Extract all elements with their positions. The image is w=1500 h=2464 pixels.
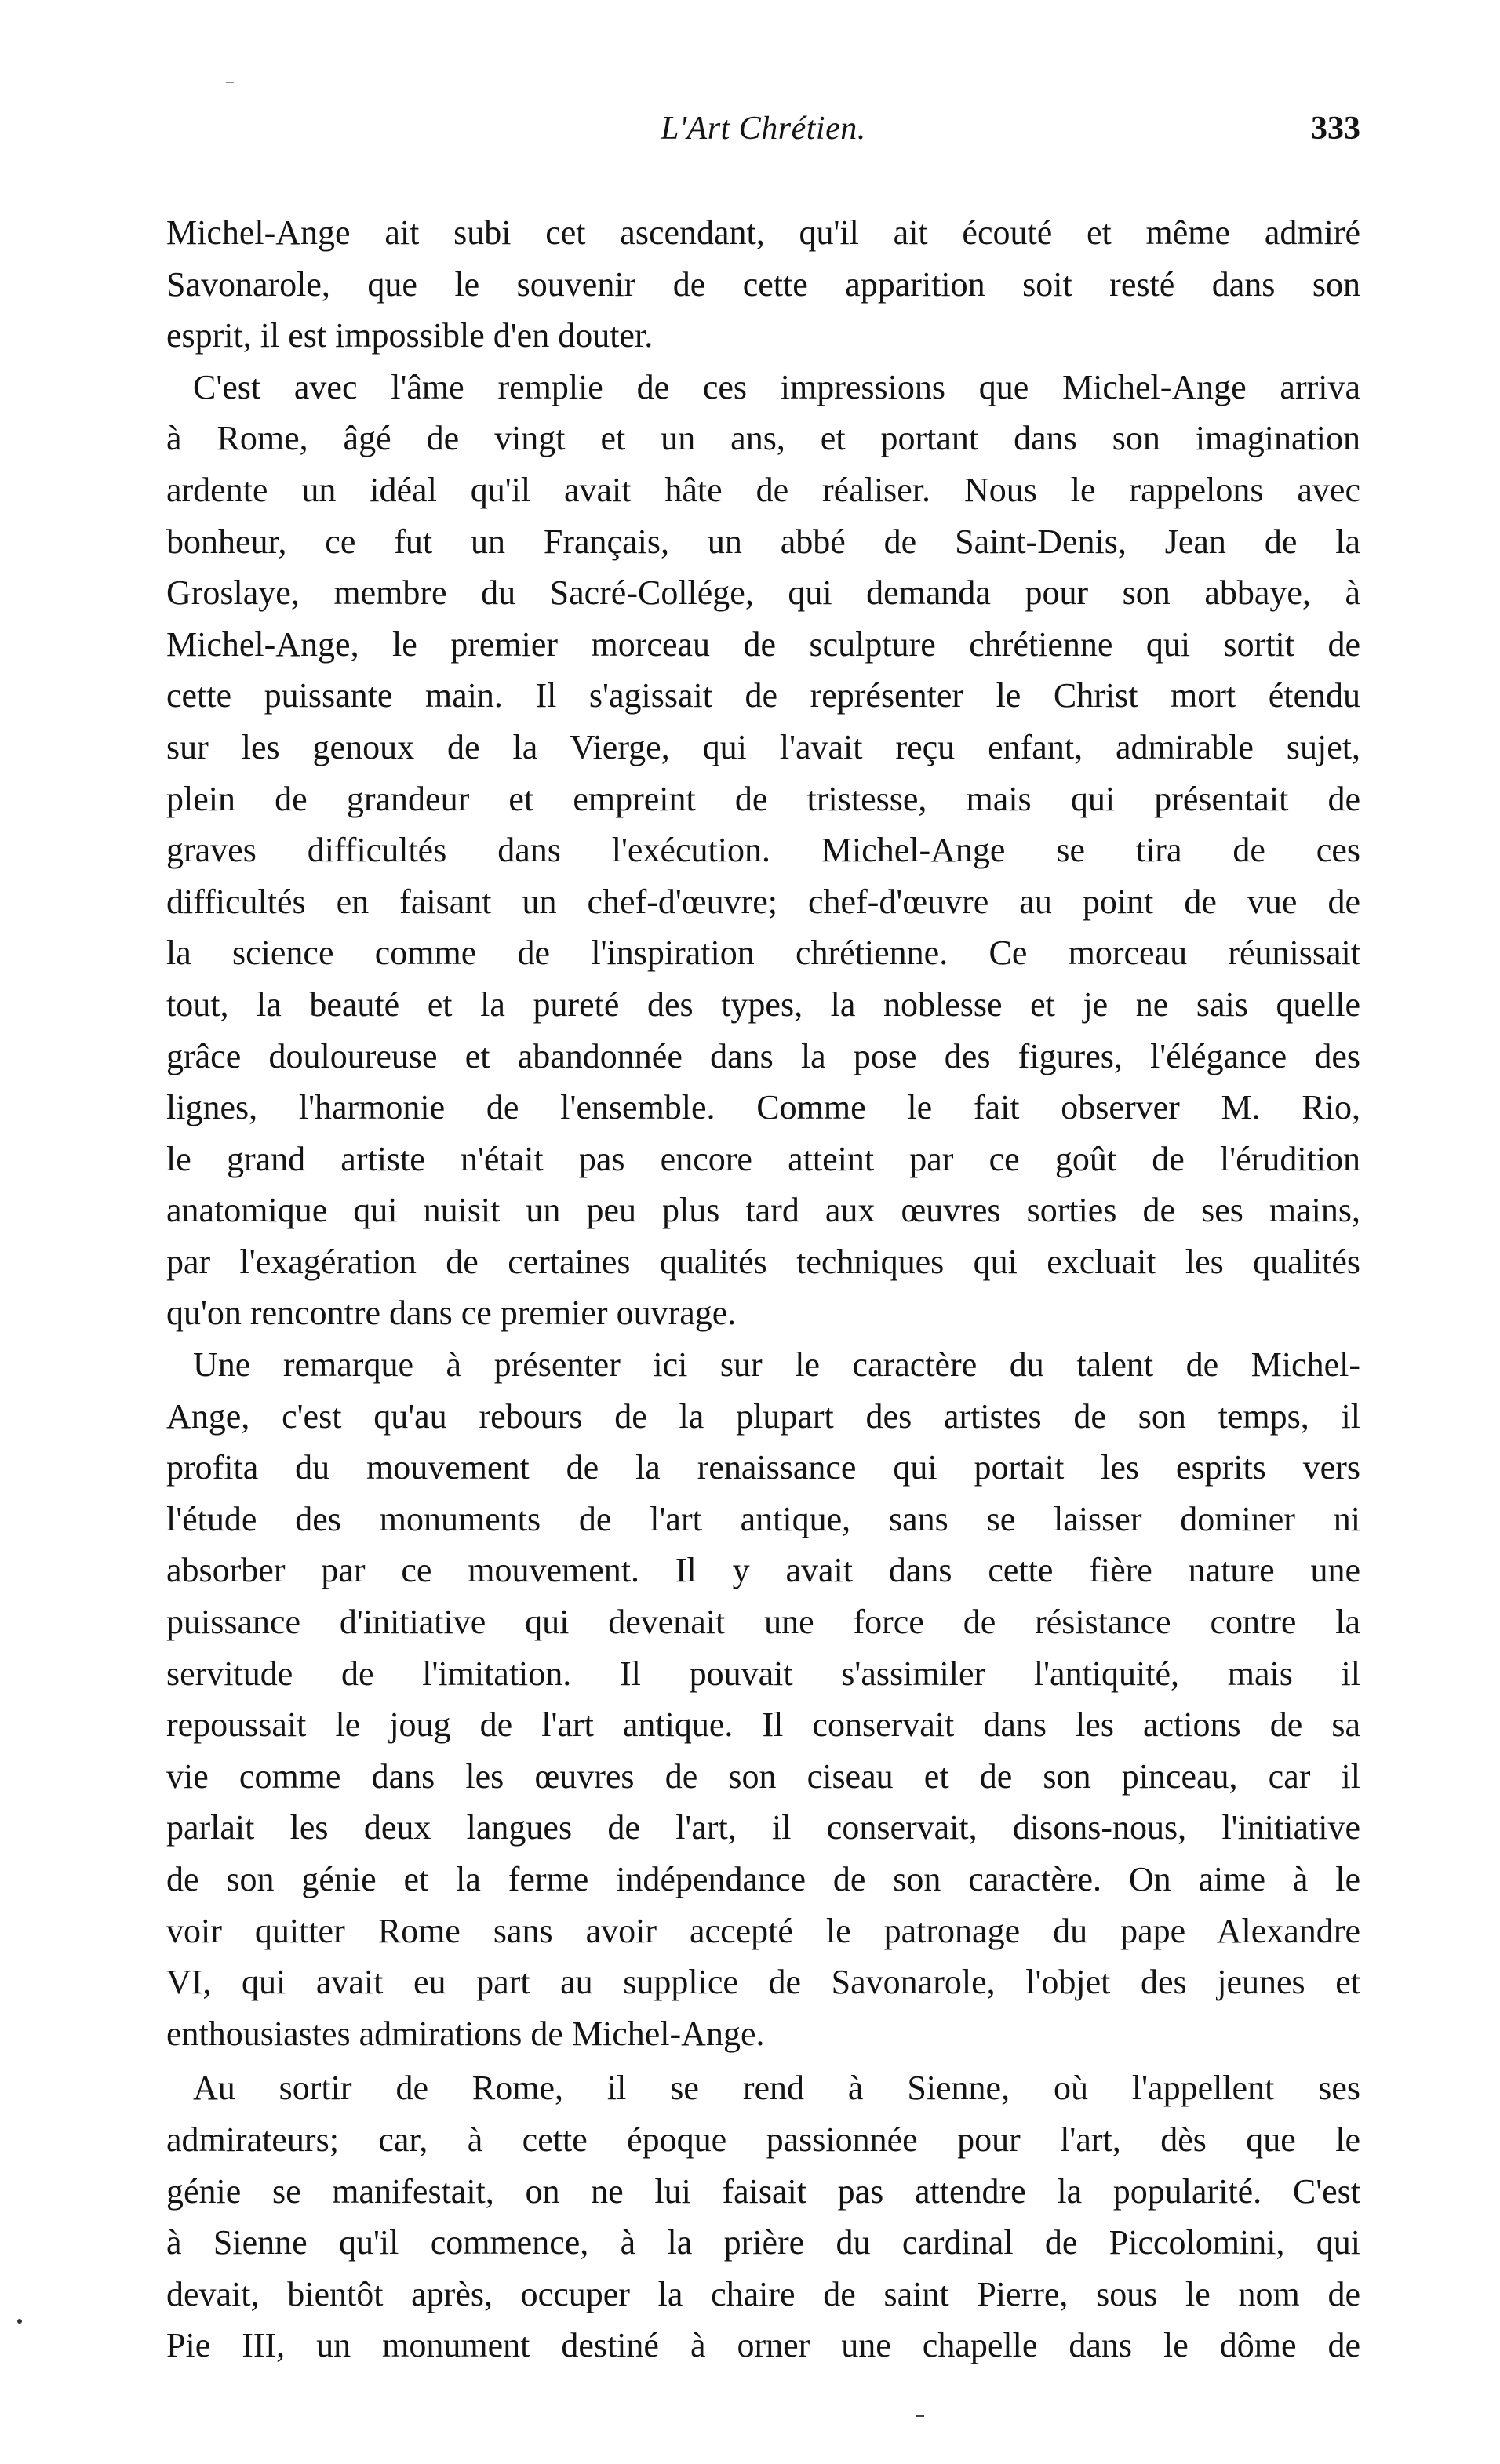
running-head — [166, 110, 1360, 165]
text-line: Ange, c'est qu'au rebours de la plupart des artistes de son temps, il — [166, 1396, 1360, 1436]
text-line: profita du mouvement de la renaissance qui portait les esprits vers — [166, 1448, 1360, 1487]
paragraph — [166, 362, 1360, 1339]
print-mark — [916, 2415, 924, 2417]
text-line: à Rome, âgé de vingt et un ans, et portant dans son imagination — [166, 419, 1360, 458]
text-line: esprit, il est impossible d'en douter. — [166, 316, 654, 355]
text-line: difficultés en faisant un chef-d'œuvre; chef-d'œuvre au point de vue de — [166, 882, 1360, 921]
paragraph — [166, 207, 1360, 362]
text-line: devait, bientôt après, occuper la chaire de saint Pierre, sous le nom de — [166, 2274, 1360, 2313]
print-mark — [226, 82, 234, 83]
text-line: qu'on rencontre dans ce premier ouvrage. — [166, 1294, 737, 1333]
text-line: la science comme de l'inspiration chrétienne. Ce morceau réunissait — [166, 934, 1360, 973]
text-line: repoussait le joug de l'art antique. Il conservait dans les actions de sa — [166, 1705, 1360, 1745]
text-line: graves difficultés dans l'exécution. Michel-Ange se tira de ces — [166, 831, 1360, 870]
text-line: ardente un idéal qu'il avait hâte de réaliser. Nous le rappelons avec — [166, 470, 1360, 509]
text-line: le grand artiste n'était pas encore atteint par ce goût de l'érudition — [166, 1139, 1360, 1178]
text-line: C'est avec l'âme remplie de ces impressions que Michel-Ange arriva — [193, 367, 1360, 406]
text-line: cette puissante main. Il s'agissait de représenter le Christ mort étendu — [166, 676, 1360, 715]
text-line: absorber par ce mouvement. Il y avait dans cette fière nature une — [166, 1551, 1360, 1590]
text-line: tout, la beauté et la pureté des types, la noblesse et je ne sais quelle — [166, 985, 1360, 1024]
running-title: L'Art Chrétien. — [661, 111, 866, 147]
text-line: Michel-Ange ait subi cet ascendant, qu'il ait écouté et même admiré — [166, 213, 1360, 252]
text-line: plein de grandeur et empreint de tristesse, mais qui présentait de — [166, 779, 1360, 818]
text-line: sur les genoux de la Vierge, qui l'avait reçu enfant, admirable sujet, — [166, 727, 1360, 766]
text-line: bonheur, ce fut un Français, un abbé de Saint-Denis, Jean de la — [166, 522, 1360, 561]
text-line: puissance d'initiative qui devenait une force de résistance contre la — [166, 1603, 1360, 1642]
body-text — [166, 207, 1360, 2371]
text-line: lignes, l'harmonie de l'ensemble. Comme le fait observer M. Rio, — [166, 1088, 1360, 1127]
text-line: Une remarque à présenter ici sur le caractère du talent de Michel- — [193, 1345, 1360, 1385]
page-number: 333 — [1311, 111, 1360, 147]
text-line: l'étude des monuments de l'art antique, sans se laisser dominer ni — [166, 1499, 1360, 1538]
margin-speck — [17, 2319, 22, 2324]
paragraph — [166, 2062, 1360, 2371]
text-line: grâce douloureuse et abandonnée dans la pose des figures, l'élégance des — [166, 1036, 1360, 1075]
text-line: Pie III, un monument destiné à orner une chapelle dans le dôme de — [166, 2326, 1360, 2365]
text-line: parlait les deux langues de l'art, il conservait, disons-nous, l'initiative — [166, 1808, 1360, 1847]
text-line: Savonarole, que le souvenir de cette apparition soit resté dans son — [166, 264, 1360, 304]
text-line: de son génie et la ferme indépendance de son caractère. On aime à le — [166, 1860, 1360, 1898]
text-line: vie comme dans les œuvres de son ciseau et de son pinceau, car il — [166, 1756, 1360, 1796]
text-line: voir quitter Rome sans avoir accepté le patronage du pape Alexandre — [166, 1911, 1360, 1950]
text-line: Michel-Ange, le premier morceau de sculpture chrétienne qui sortit de — [166, 624, 1360, 664]
text-line: Groslaye, membre du Sacré-Collége, qui demanda pour son abbaye, à — [166, 573, 1360, 613]
text-line: servitude de l'imitation. Il pouvait s'assimiler l'antiquité, mais il — [166, 1654, 1360, 1693]
paragraph — [166, 1339, 1360, 2059]
text-line: génie se manifestait, on ne lui faisait pas attendre la popularité. C'est — [166, 2171, 1360, 2211]
text-line: admirateurs; car, à cette époque passionnée pour l'art, dès que le — [166, 2120, 1360, 2159]
text-line: enthousiastes admirations de Michel-Ange. — [166, 2014, 765, 2053]
text-line: anatomique qui nuisit un peu plus tard aux œuvres sorties de ses mains, — [166, 1191, 1360, 1230]
text-line: à Sienne qu'il commence, à la prière du cardinal de Piccolomini, qui — [166, 2223, 1360, 2262]
text-line: Au sortir de Rome, il se rend à Sienne, où l'appellent ses — [193, 2069, 1360, 2108]
text-line: par l'exagération de certaines qualités techniques qui excluait les qualités — [166, 1242, 1360, 1281]
text-line: VI, qui avait eu part au supplice de Savonarole, l'objet des jeunes et — [166, 1963, 1360, 2002]
